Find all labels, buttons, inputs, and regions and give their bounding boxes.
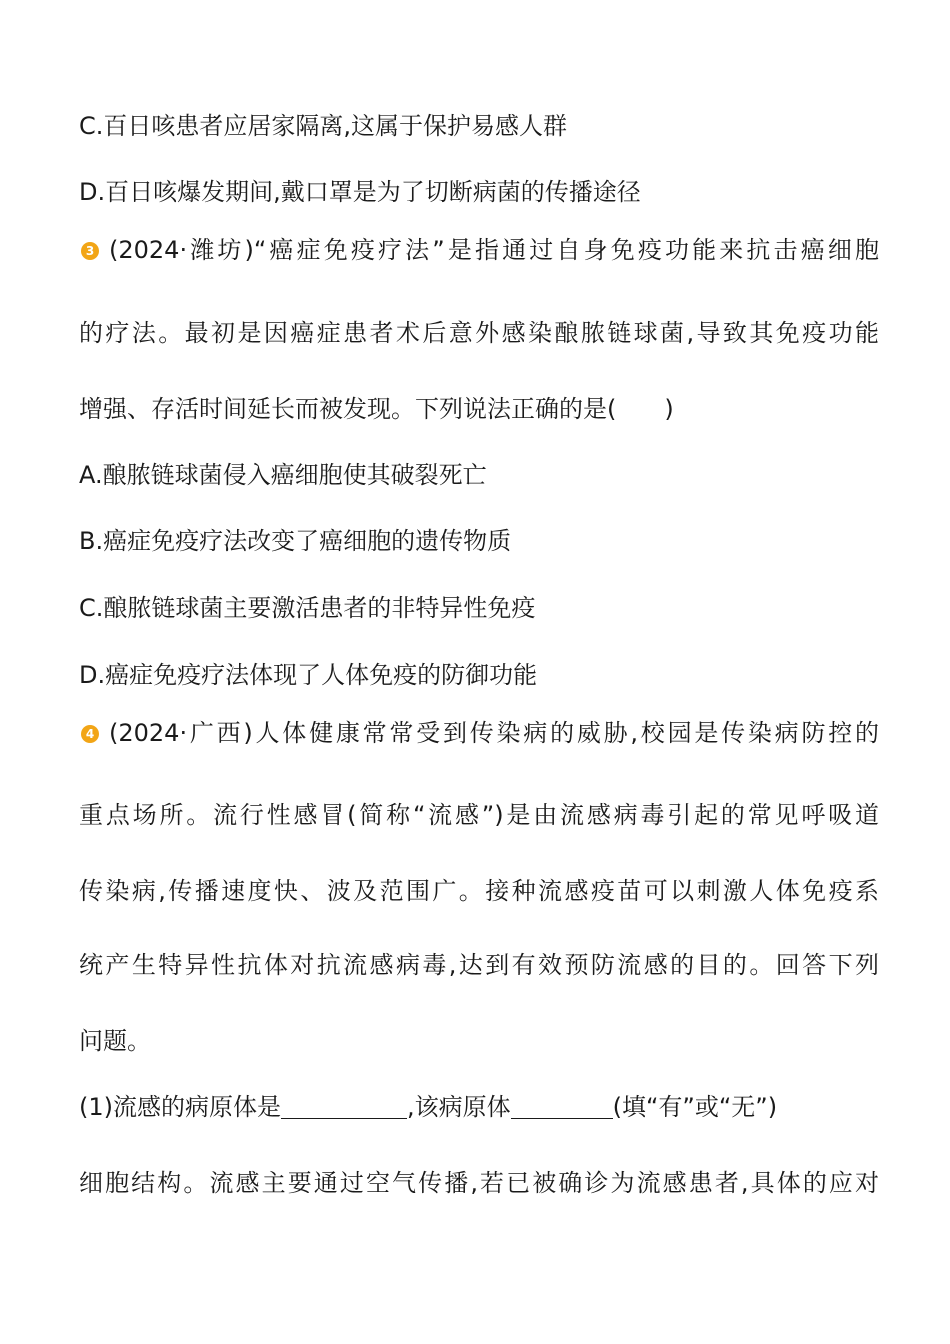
answer-blank-pathogen[interactable] [281, 1092, 407, 1119]
q3-stem-line3: 增强、存活时间延长而被发现。下列说法正确的是( ) [79, 395, 674, 423]
q3-option-c: C.酿脓链球菌主要激活患者的非特异性免疫 [79, 594, 536, 622]
q4-stem-line2: 重点场所。流行性感冒(简称“流感”)是由流感病毒引起的常见呼吸道 [79, 801, 879, 829]
q4-stem-line4: 统产生特异性抗体对抗流感病毒,达到有效预防流感的目的。回答下列 [79, 951, 879, 979]
question-number-badge: 4 [81, 725, 99, 743]
q2-option-c: C.百日咳患者应居家隔离,这属于保护易感人群 [79, 112, 568, 140]
q4-sub1-line2: 细胞结构。流感主要通过空气传播,若已被确诊为流感患者,具体的应对 [79, 1169, 879, 1197]
q4-sub1-part2: ,该病原体 [407, 1093, 511, 1121]
q4-sub1-line1 [79, 1090, 879, 1124]
q3-stem-text: (2024·潍坊)“癌症免疫疗法”是指通过自身免疫功能来抗击癌细胞 [109, 236, 879, 264]
q4-stem-text: (2024·广西)人体健康常常受到传染病的威胁,校园是传染病防控的 [109, 719, 879, 747]
q3-option-b: B.癌症免疫疗法改变了癌细胞的遗传物质 [79, 527, 512, 555]
q3-option-a: A.酿脓链球菌侵入癌细胞使其破裂死亡 [79, 461, 487, 489]
q3-stem-line1 [79, 233, 879, 267]
q4-stem-line1 [79, 716, 879, 750]
q4-sub1-part1: (1)流感的病原体是 [79, 1093, 281, 1121]
question-number-badge: 3 [81, 242, 99, 260]
q3-option-d: D.癌症免疫疗法体现了人体免疫的防御功能 [79, 661, 538, 689]
q2-option-d: D.百日咳爆发期间,戴口罩是为了切断病菌的传播途径 [79, 178, 641, 206]
q4-sub1-part3: (填“有”或“无”) [612, 1093, 778, 1121]
q3-stem-line2: 的疗法。最初是因癌症患者术后意外感染酿脓链球菌,导致其免疫功能 [79, 319, 879, 347]
answer-blank-cell-structure[interactable] [511, 1092, 613, 1119]
q4-stem-line3: 传染病,传播速度快、波及范围广。接种流感疫苗可以刺激人体免疫系 [79, 877, 879, 905]
q4-stem-line5: 问题。 [79, 1027, 151, 1055]
